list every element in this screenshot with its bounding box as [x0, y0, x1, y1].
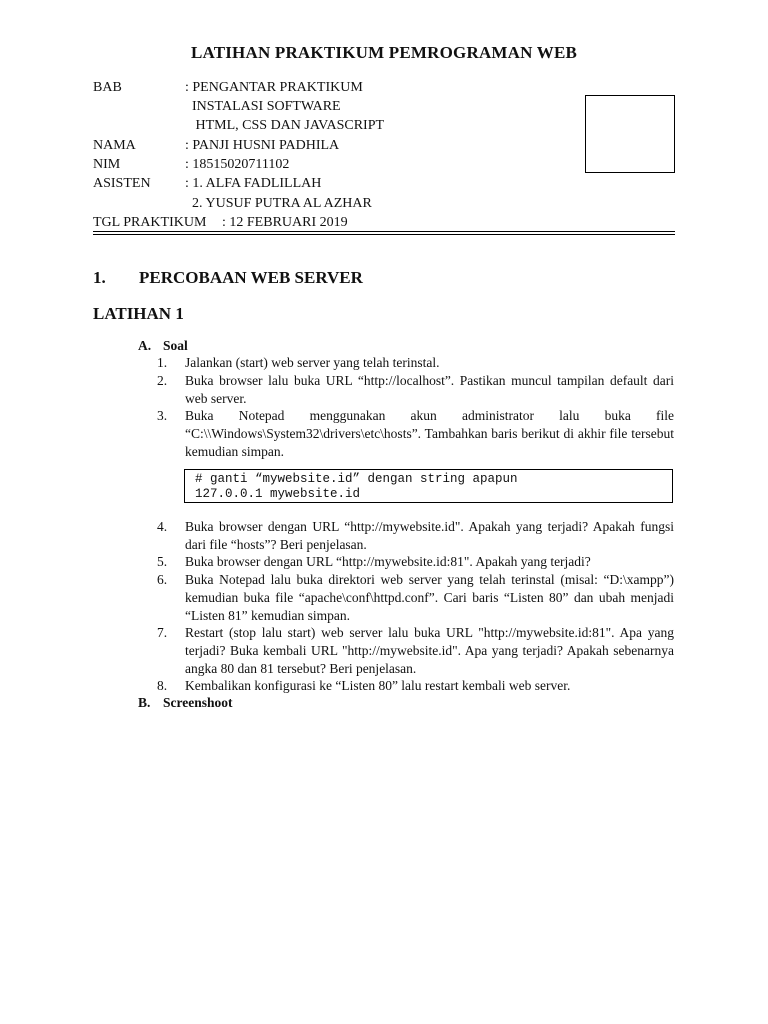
bab-value-line2: INSTALASI SOFTWARE: [185, 99, 341, 114]
list-item-number: 3.: [157, 408, 168, 423]
list-item: [157, 354, 674, 372]
list-item: [157, 624, 674, 678]
header-row-asisten-2: [93, 196, 675, 214]
list-item: [157, 372, 674, 408]
header-row-asisten: [93, 176, 675, 194]
code-block: [184, 469, 673, 503]
part-a-letter: A.: [138, 338, 152, 353]
asisten-value-line2: 2. YUSUF PUTRA AL AZHAR: [185, 196, 372, 211]
bab-value: : PENGANTAR PRAKTIKUM: [185, 80, 363, 95]
part-b-letter: B.: [138, 695, 151, 710]
exercise-title: LATIHAN 1: [93, 304, 184, 323]
code-line: 127.0.0.1 mywebsite.id: [195, 487, 361, 501]
tgl-value: : 12 FEBRUARI 2019: [222, 215, 348, 230]
list-item-number: 8.: [157, 678, 168, 693]
list-item-text: Buka browser dengan URL “http://mywebsite.id". Apakah yang terjadi? Apakah fungsi dari file “hosts”? Beri penjelasan.: [185, 519, 674, 552]
section-number: 1.: [93, 268, 106, 287]
list-item-text: Buka Notepad menggunakan akun administrator lalu buka file “C:\\Windows\System32\drivers\etc\hosts”. Tambahkan baris berikut di akhir file tersebut kemudian simpan.: [185, 408, 674, 459]
list-item-text: Jalankan (start) web server yang telah terinstal.: [185, 355, 440, 370]
list-item-text: Buka browser lalu buka URL “http://localhost”. Pastikan muncul tampilan default dari web server.: [185, 373, 674, 406]
list-item-number: 1.: [157, 355, 168, 370]
asisten-label: ASISTEN: [93, 176, 151, 191]
nama-label: NAMA: [93, 138, 136, 153]
list-item: [157, 677, 674, 695]
tgl-label: TGL PRAKTIKUM: [93, 215, 207, 230]
header-rule: [93, 231, 675, 232]
list-item: [157, 571, 674, 625]
nim-label: NIM: [93, 157, 121, 172]
list-item-number: 7.: [157, 625, 168, 640]
bab-value-line3: HTML, CSS DAN JAVASCRIPT: [185, 118, 385, 133]
code-line: # ganti “mywebsite.id” dengan string apapun: [195, 472, 518, 486]
list-item-number: 5.: [157, 554, 168, 569]
asisten-value-line1: : 1. ALFA FADLILLAH: [185, 176, 322, 191]
document-title: LATIHAN PRAKTIKUM PEMROGRAMAN WEB: [190, 43, 578, 62]
list-item-number: 2.: [157, 373, 168, 388]
nama-value: : PANJI HUSNI PADHILA: [185, 138, 340, 153]
part-a-title: Soal: [163, 338, 188, 353]
header-rule-double: [93, 234, 675, 235]
part-b-title: Screenshoot: [163, 695, 233, 710]
bab-label: BAB: [93, 80, 122, 95]
list-item-text: Buka Notepad lalu buka direktori web server yang telah terinstal (misal: “D:\xampp”) kemudian buka file “apache\conf\httpd.conf”. Cari baris “Listen 80” dan ubah menjadi “Listen 81” kemudian simpan.: [185, 572, 674, 623]
list-item-text: Kembalikan konfigurasi ke “Listen 80” lalu restart kembali web server.: [185, 678, 571, 693]
photo-placeholder: [585, 95, 675, 173]
list-item-text: Buka browser dengan URL “http://mywebsite.id:81". Apakah yang terjadi?: [185, 554, 591, 569]
list-item: [157, 518, 674, 554]
section-title: PERCOBAAN WEB SERVER: [139, 268, 363, 287]
list-item: [157, 407, 674, 461]
nim-value: : 18515020711102: [185, 157, 290, 172]
list-item-number: 6.: [157, 572, 168, 587]
list-item-number: 4.: [157, 519, 168, 534]
list-item-text: Restart (stop lalu start) web server lalu buka URL "http://mywebsite.id:81". Apa yang terjadi? Buka kembali URL "http://mywebsite.id". Apa yang terjadi? Apakah sebenarnya angka 80 dan 81 tersebut? Beri penjelasan.: [185, 625, 674, 676]
list-item: [157, 553, 674, 571]
